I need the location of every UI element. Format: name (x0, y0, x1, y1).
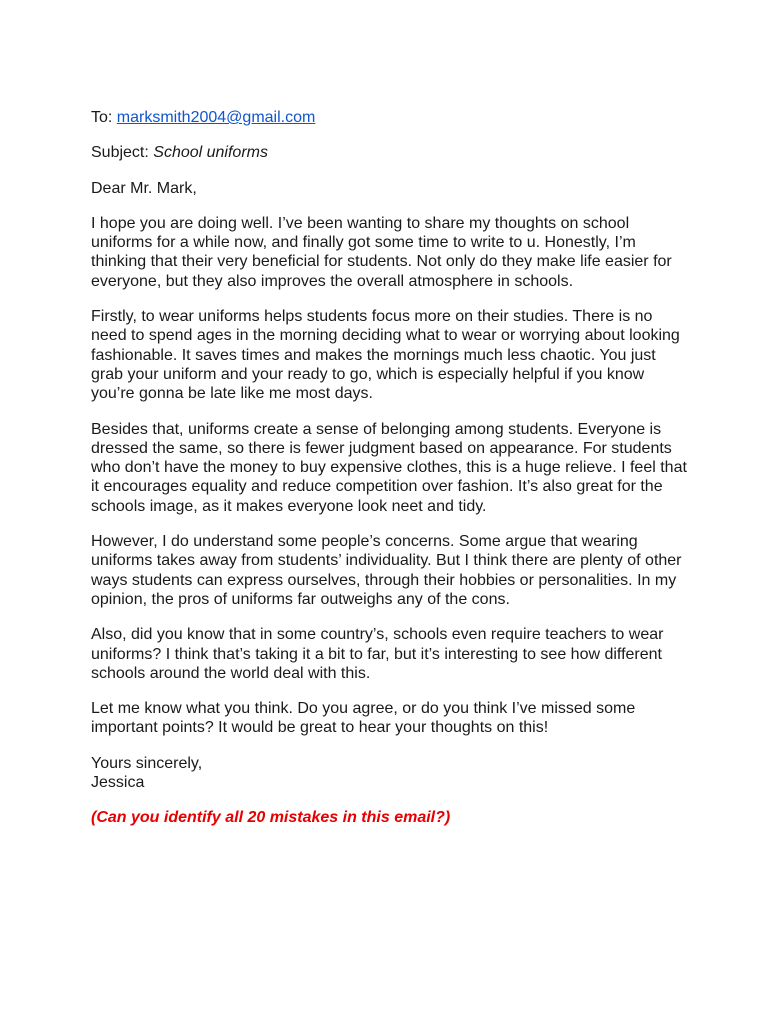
closing-block (91, 754, 691, 793)
to-line (91, 108, 691, 127)
body-paragraph-6: Let me know what you think. Do you agree, or do you think I’ve missed some important points? It would be great to hear your thoughts on this! (91, 700, 636, 737)
body-paragraph-2: Firstly, to wear uniforms helps students focus more on their studies. There is no need to spend ages in the morning deciding what to wear or worrying about looking fashionable. It saves times and makes the mornings much less chaotic. You just grab your uniform and your ready to go, which is especially helpful if you know you’re gonna be late like me most days. (91, 308, 680, 403)
body-paragraph-1: I hope you are doing well. I’ve been wanting to share my thoughts on school uniforms for a while now, and finally got some time to write to u. Honestly, I’m thinking that their very beneficial for students. Not only do they make life easier for everyone, but they also improves the overall atmosphere in schools. (91, 214, 672, 290)
email-document (91, 108, 691, 828)
greeting: Dear Mr. Mark, (91, 179, 197, 197)
body-paragraph-3: Besides that, uniforms create a sense of belonging among students. Everyone is dressed the same, so there is fewer judgment based on appearance. For students who don’t have the money to buy expensive clothes, this is a huge relieve. I feel that it encourages equality and reduce competition over fashion. It’s also great for the schools image, as it makes everyone look neet and tidy. (91, 420, 687, 515)
signature-name: Jessica (91, 774, 145, 792)
subject-label: Subject: (91, 144, 149, 162)
body-paragraph-5: Also, did you know that in some country’s, schools even require teachers to wear uniforms? I think that’s taking it a bit to far, but it’s interesting to see how different schools around the world deal with this. (91, 626, 664, 682)
signoff: Yours sincerely, (91, 754, 203, 772)
mistakes-prompt-note: (Can you identify all 20 mistakes in this email?) (91, 809, 451, 827)
to-label: To: (91, 109, 113, 126)
body-paragraph-4: However, I do understand some people’s concerns. Some argue that wearing uniforms takes away from students’ individuality. But I think there are plenty of other ways students can express ourselves, through their hobbies or personalities. In my opinion, the pros of uniforms far outweighs any of the cons. (91, 533, 682, 608)
subject-line (91, 143, 691, 162)
recipient-email-link[interactable]: marksmith2004@gmail.com (116, 109, 316, 126)
subject-value: School uniforms (153, 144, 268, 162)
